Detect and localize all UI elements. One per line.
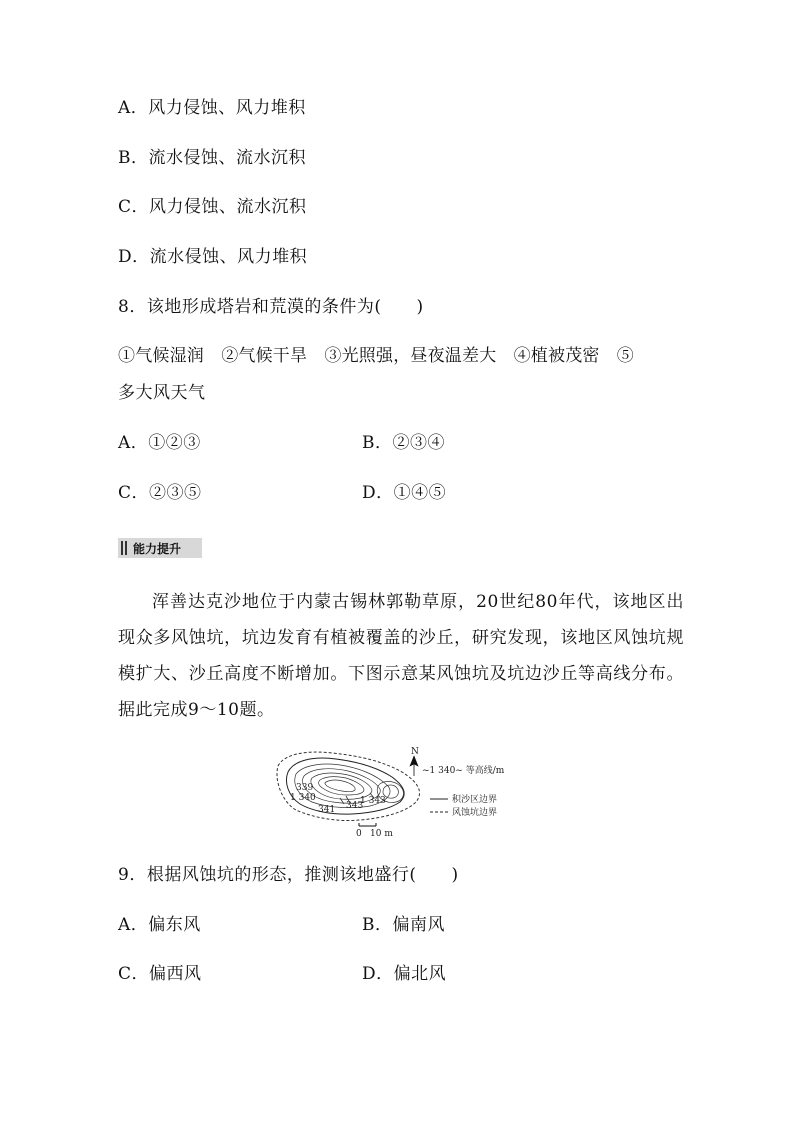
q8-stem: 8．该地形成塔岩和荒漠的条件为( ) — [118, 297, 424, 317]
q9-option-b: B．偏南风 — [362, 915, 445, 935]
legend-sand-boundary: 积沙区边界 — [452, 795, 498, 805]
label-1343: 1 343 — [360, 796, 386, 806]
q7-option-c: C．风力侵蚀、流水沉积 — [118, 197, 307, 217]
q7-option-d: D．流水侵蚀、风力堆积 — [118, 247, 308, 267]
wind-erosion-pit-contour-map — [266, 746, 536, 838]
legend-pit-boundary: 风蚀坑边界 — [452, 808, 498, 818]
badge-bar-icon — [121, 541, 123, 555]
q8-option-c: C．②③⑤ — [118, 483, 202, 503]
label-1340: 1 340 — [290, 793, 316, 803]
q9-option-a: A．偏东风 — [118, 915, 201, 935]
section-badge-label: 能力提升 — [133, 541, 182, 556]
scale-0: 0 — [356, 829, 362, 838]
q8-conditions-line2: 多大风天气 — [118, 383, 206, 403]
scale-bar — [359, 823, 376, 826]
label-339: 339 — [296, 783, 314, 793]
passage: 浑善达克沙地位于内蒙古锡林郭勒草原，20世纪80年代，该地区出现众多风蚀坑，坑边发育有植被覆盖的沙丘，研究发现，该地区风蚀坑规模扩大、沙丘高度不断增加。下图示意某风蚀坑及坑边沙丘等高线分布。据此完成9～10题。 — [118, 592, 684, 720]
q7-option-a: A．风力侵蚀、风力堆积 — [118, 98, 306, 118]
q7-option-b: B．流水侵蚀、流水沉积 — [118, 148, 306, 168]
label-341: 341 — [318, 805, 336, 815]
badge-bar-icon — [125, 541, 127, 555]
q8-conditions-line1: ①气候湿润 ②气候干旱 ③光照强，昼夜温差大 ④植被茂密 ⑤ — [118, 346, 634, 366]
q8-option-b: B．②③④ — [362, 433, 445, 453]
q9-option-d: D．偏北风 — [362, 964, 447, 984]
legend-contour: ~1 340~ 等高线/m — [422, 766, 505, 776]
q9-stem: 9．根据风蚀坑的形态，推测该地盛行( ) — [118, 865, 459, 885]
label-343: 343 — [346, 801, 364, 811]
scale-10m: 10 m — [370, 829, 393, 838]
section-badge — [118, 538, 202, 558]
north-label: N — [411, 747, 419, 757]
q9-option-c: C．偏西风 — [118, 964, 202, 984]
q8-option-a: A．①②③ — [118, 433, 201, 453]
q8-option-d: D．①④⑤ — [362, 483, 447, 503]
north-arrow-icon — [410, 756, 418, 776]
